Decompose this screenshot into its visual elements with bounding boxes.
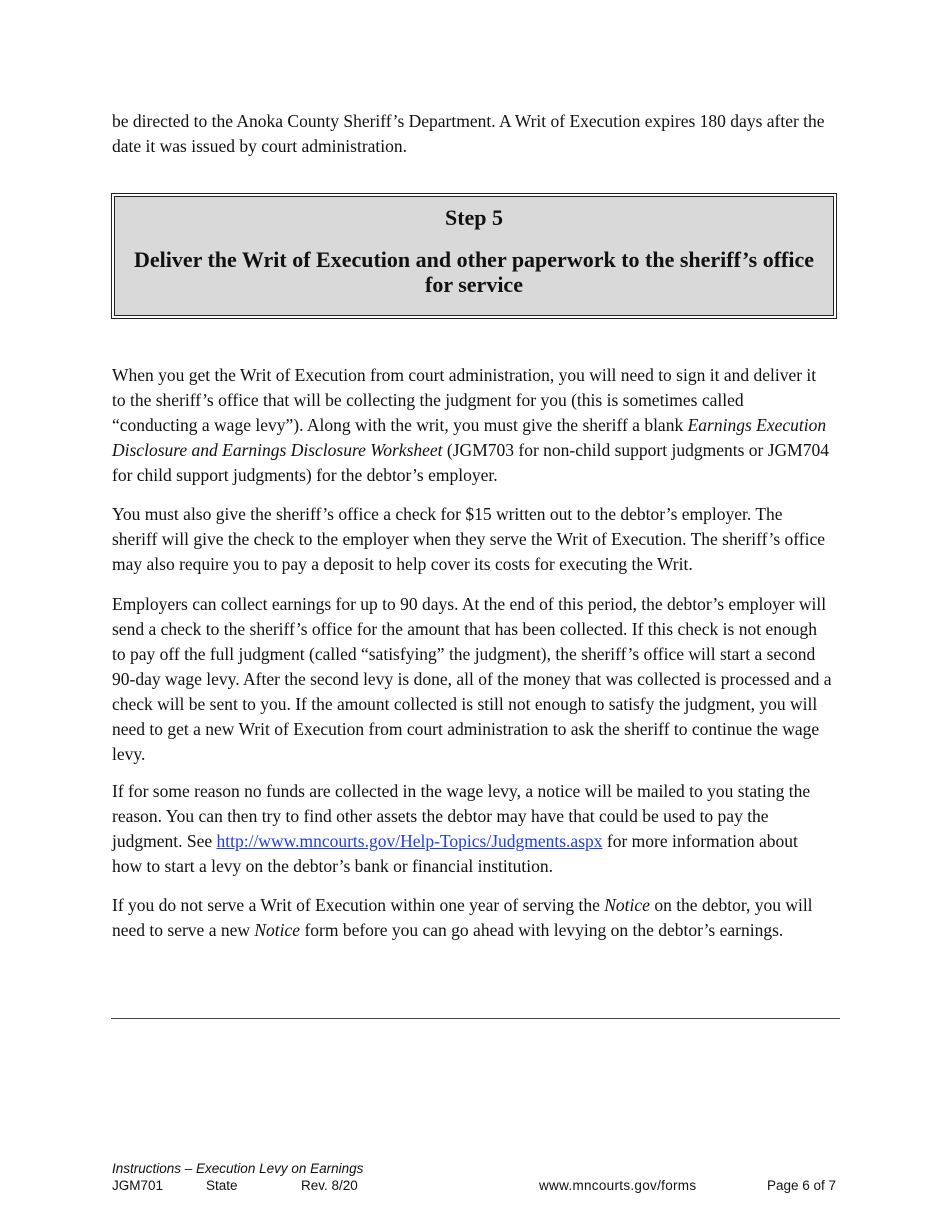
footer-jurisdiction: State [206, 1178, 238, 1193]
paragraph-no-funds [112, 779, 832, 879]
paragraph-text: on the debtor, you will need to serve a new [112, 895, 813, 940]
step-heading-box [111, 193, 837, 319]
footer-document-title: Instructions – Execution Levy on Earnings [112, 1161, 364, 1176]
footer-website: www.mncourts.gov/forms [539, 1178, 697, 1193]
notice-italic: Notice [604, 895, 650, 915]
paragraph-text: form before you can go ahead with levying on the debtor’s earnings. [300, 920, 784, 940]
paragraph-check-fee: You must also give the sheriff’s office a check for $15 written out to the debtor’s employer. The sheriff will give the check to the employer when they serve the Writ of Execution. The sheriff’s office may also require you to pay a deposit to help cover its costs for executing the Writ. [112, 504, 826, 574]
footer-form-number: JGM701 [112, 1178, 164, 1193]
footer-revision: Rev. 8/20 [301, 1178, 358, 1193]
step-title: Deliver the Writ of Execution and other paperwork to the sheriff’s office for service [133, 247, 815, 297]
paragraph-serve-within-year [112, 893, 832, 943]
intro-paragraph: be directed to the Anoka County Sheriff’s Department. A Writ of Execution expires 180 days after the date it was issued by court administration. [112, 111, 825, 156]
paragraph-text: If you do not serve a Writ of Execution within one year of serving the [112, 895, 605, 915]
form-name-italic: Earnings Execution Disclosure and Earnings Disclosure Worksheet [112, 415, 827, 460]
paragraph-text: When you get the Writ of Execution from court administration, you will need to sign it and deliver it to the sheriff’s office that will be collecting the judgment for you (this is sometimes called “conducting a wage levy”). Along with the writ, you must give the sheriff a blank [112, 365, 817, 435]
step-heading-inner [114, 196, 834, 316]
notice-italic: Notice [254, 920, 301, 940]
paragraph-text: for more information about how to start a levy on the debtor’s bank or financial institution. [112, 831, 798, 876]
paragraph-collection-period: Employers can collect earnings for up to 90 days. At the end of this period, the debtor’s employer will send a check to the sheriff’s office for the amount that has been collected. If this check is not enough to pay off the full judgment (called “satisfying” the judgment), the sheriff’s office will start a second 90-day wage levy. After the second levy is done, all of the money that was collected is processed and a check will be sent to you. If the amount collected is still not enough to satisfy the judgment, you will need to get a new Writ of Execution from court administration to ask the sheriff to continue the wage levy. [112, 594, 832, 764]
paragraph-text: If for some reason no funds are collected in the wage levy, a notice will be mailed to you stating the reason. You can then try to find other assets the debtor may have that could be used to pay the judgment. See [112, 781, 811, 851]
footer-page-number: Page 6 of 7 [767, 1178, 837, 1193]
step-number: Step 5 [444, 205, 504, 230]
judgments-help-link[interactable]: http://www.mncourts.gov/Help-Topics/Judgments.aspx [216, 831, 603, 851]
paragraph-text: (JGM703 for non-child support judgments or JGM704 for child support judgments) for the debtor’s employer. [112, 440, 829, 485]
paragraph-sign-and-deliver [112, 363, 832, 488]
footer-divider [111, 1018, 840, 1019]
